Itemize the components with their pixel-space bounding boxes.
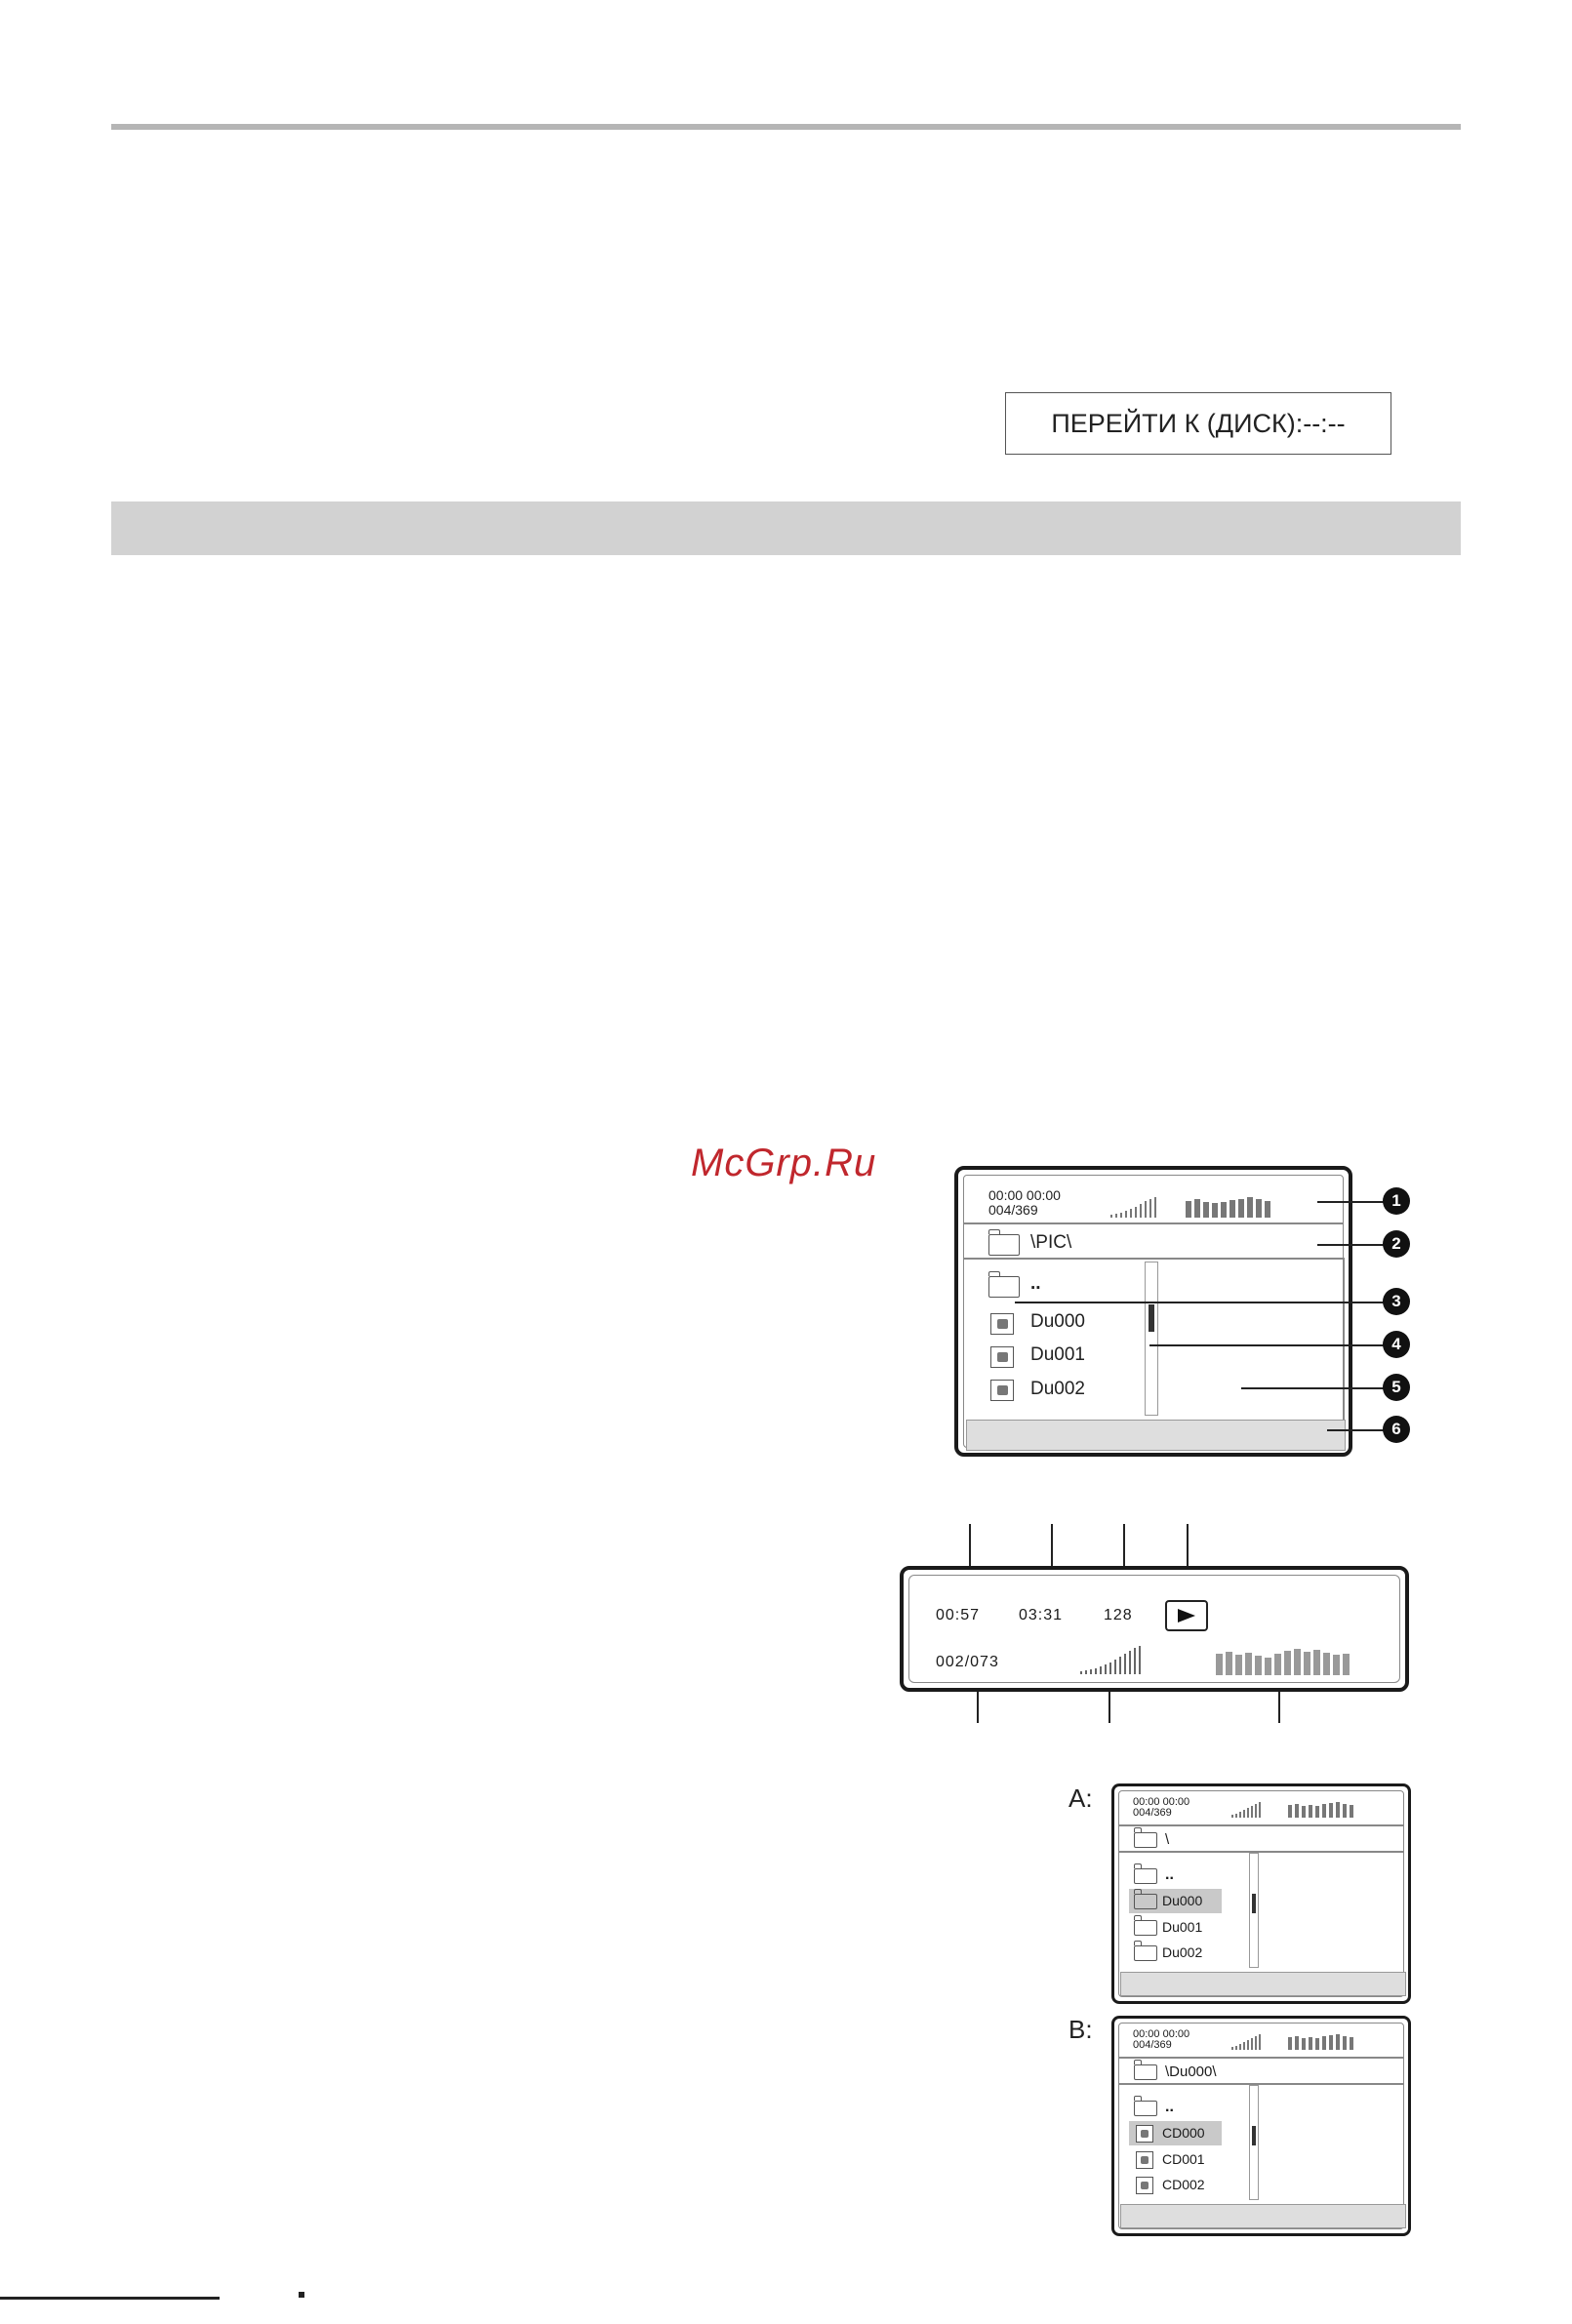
picture-file-icon: [990, 1313, 1014, 1335]
level-bars-icon: [1110, 1193, 1315, 1219]
list-item[interactable]: Du001: [1162, 1919, 1203, 1935]
callout-3: 3: [1383, 1288, 1410, 1315]
list-item[interactable]: CD000: [1162, 2125, 1205, 2141]
status-bar: [1120, 1972, 1406, 1996]
callout-6: 6: [1383, 1416, 1410, 1443]
section-band: [111, 501, 1461, 555]
screen-b-time: 00:00 00:00: [1133, 2028, 1190, 2040]
status-bar: [966, 1420, 1346, 1451]
list-item[interactable]: CD002: [1162, 2177, 1205, 2192]
screen-a-path: \: [1165, 1831, 1170, 1848]
folder-icon: [1134, 2064, 1157, 2080]
browser-time: 00:00 00:00: [988, 1187, 1061, 1203]
screen-b-path: \Du000\: [1165, 2064, 1217, 2080]
screen-b-track: 004/369: [1133, 2039, 1172, 2051]
label-b: B:: [1068, 2015, 1093, 2044]
callout-2: 2: [1383, 1230, 1410, 1258]
parent-folder-label[interactable]: ..: [1165, 2099, 1174, 2115]
track-counter: 002/073: [936, 1654, 999, 1670]
folder-icon: [1134, 1894, 1157, 1909]
picture-file-icon: [990, 1380, 1014, 1401]
goto-disc-box: [1005, 392, 1391, 455]
picture-file-icon: [990, 1346, 1014, 1368]
folder-icon: [1134, 1832, 1157, 1848]
player-screen: [900, 1566, 1409, 1692]
bitrate: 128: [1104, 1607, 1133, 1623]
callout-5: 5: [1383, 1374, 1410, 1401]
parent-folder-icon: [1134, 2101, 1157, 2116]
list-item[interactable]: Du000: [1030, 1311, 1085, 1332]
scroll-thumb[interactable]: [1252, 2126, 1256, 2145]
list-item[interactable]: Du002: [1162, 1944, 1203, 1960]
spectrum-bars-icon: [1216, 1646, 1372, 1677]
level-bars-icon: [1231, 1799, 1388, 1819]
total-time: 03:31: [1019, 1607, 1064, 1623]
list-item[interactable]: Du000: [1162, 1893, 1203, 1908]
screen-a-track: 004/369: [1133, 1807, 1172, 1819]
screen-a-time: 00:00 00:00: [1133, 1796, 1190, 1808]
folder-icon: [1134, 1920, 1157, 1936]
list-item[interactable]: CD001: [1162, 2151, 1205, 2167]
player-inner: [908, 1575, 1400, 1683]
play-icon[interactable]: [1165, 1600, 1208, 1631]
callout-1: 1: [1383, 1187, 1410, 1215]
bottom-mark: [299, 2292, 304, 2298]
scroll-thumb[interactable]: [1149, 1304, 1154, 1332]
volume-bars-icon: [1080, 1644, 1158, 1675]
parent-folder-icon: [988, 1276, 1020, 1298]
top-rule: [111, 124, 1461, 130]
audio-file-icon: [1136, 2151, 1153, 2169]
parent-folder-icon: [1134, 1868, 1157, 1884]
audio-file-icon: [1136, 2177, 1153, 2194]
screen-b: [1111, 2016, 1411, 2236]
watermark: McGrp.Ru: [691, 1142, 877, 1184]
browser-screen: [954, 1166, 1352, 1457]
scrollbar[interactable]: [1145, 1262, 1158, 1416]
parent-folder-label[interactable]: ..: [1165, 1866, 1174, 1883]
audio-file-icon: [1136, 2125, 1153, 2143]
folder-icon: [988, 1234, 1020, 1256]
folder-icon: [1134, 1945, 1157, 1961]
list-item[interactable]: Du002: [1030, 1379, 1085, 1399]
browser-path: \PIC\: [1030, 1232, 1072, 1253]
goto-disc-text: ПЕРЕЙТИ К (ДИСК):--:--: [1051, 408, 1346, 438]
bottom-rule: [0, 2297, 220, 2300]
label-a: A:: [1068, 1783, 1093, 1813]
level-bars-icon: [1231, 2031, 1388, 2051]
parent-folder-label[interactable]: ..: [1030, 1273, 1041, 1294]
scroll-thumb[interactable]: [1252, 1894, 1256, 1913]
elapsed-time: 00:57: [936, 1607, 981, 1623]
callout-4: 4: [1383, 1331, 1410, 1358]
browser-track: 004/369: [988, 1202, 1038, 1218]
status-bar: [1120, 2204, 1406, 2228]
browser-inner: [963, 1175, 1344, 1448]
screen-a: [1111, 1783, 1411, 2004]
list-item[interactable]: Du001: [1030, 1344, 1085, 1365]
